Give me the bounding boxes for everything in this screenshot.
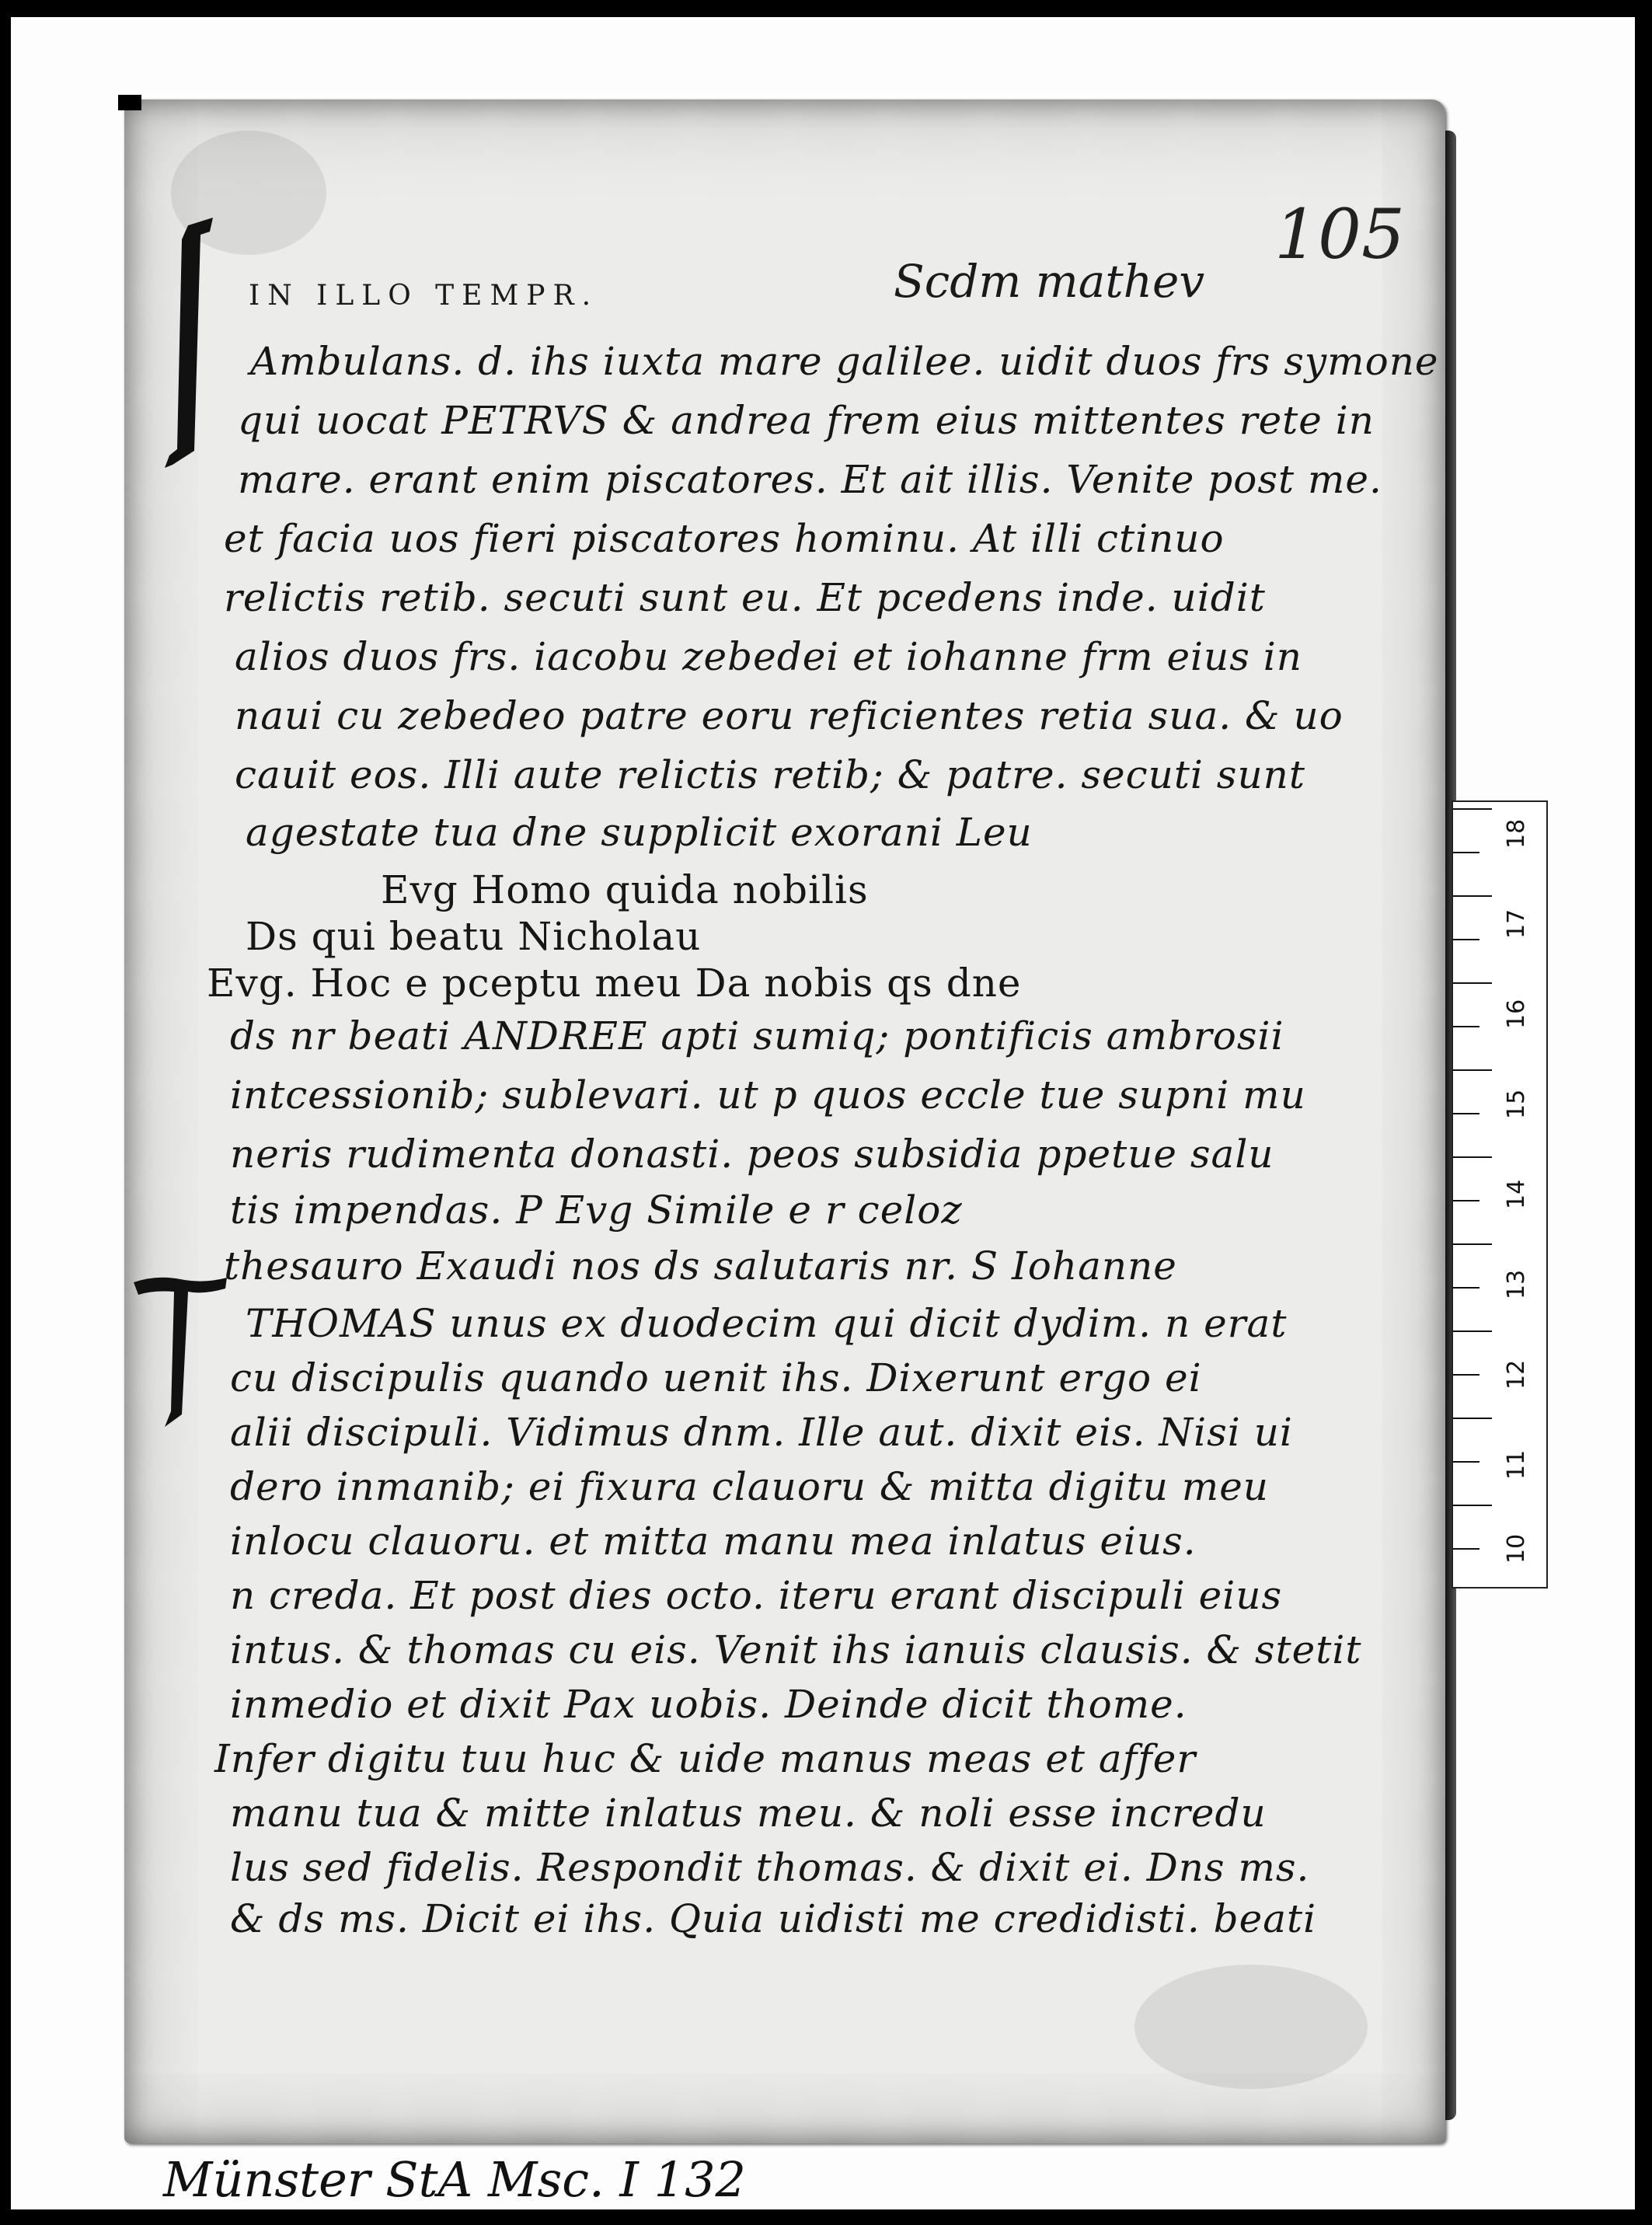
text-line: dero inmanib; ei fixura clauoru & mitta digitu meu <box>230 1464 1270 1509</box>
ruler-tick <box>1453 1287 1479 1289</box>
text-line: tis impendas. P Evg Simile e r celoz <box>230 1187 963 1233</box>
ruler-tick <box>1453 1505 1492 1506</box>
text-line: inmedio et dixit Pax uobis. Deinde dicit thome. <box>230 1682 1187 1727</box>
text-line: Evg. Hoc e pceptu meu Da nobis qs dne <box>207 961 1022 1006</box>
text-line: ds nr beati ANDREE apti sumiq; pontificis ambrosii <box>230 1013 1284 1058</box>
text-line: lus sed fidelis. Respondit thomas. & dixit ei. Dns ms. <box>230 1845 1310 1890</box>
text-line: et facia uos fieri piscatores hominu. At illi ctinuo <box>224 516 1225 561</box>
ruler-tick <box>1453 1548 1479 1550</box>
ruler-tick <box>1453 1026 1479 1027</box>
foliation-number: 105 <box>1274 194 1405 274</box>
text-line: naui cu zebedeo patre eoru reficientes retia sua. & uo <box>235 693 1344 738</box>
measuring-ruler <box>1452 800 1548 1589</box>
ruler-label: 17 <box>1503 908 1530 939</box>
ruler-label: 18 <box>1503 818 1530 849</box>
text-line: Evg Homo quida nobilis <box>381 867 869 912</box>
text-line: alios duos frs. iacobu zebedei et iohanne frm eius in <box>235 634 1302 679</box>
text-line: agestate tua dne supplicit exorani Leu <box>246 810 1033 855</box>
decorated-initial-i <box>165 218 219 474</box>
ruler-tick <box>1453 1418 1492 1419</box>
incipit-heading: IN ILLO TEMPR. <box>249 280 599 312</box>
text-line: Infer digitu tuu huc & uide manus meas et affer <box>214 1736 1197 1781</box>
ruler-label: 11 <box>1503 1449 1530 1480</box>
text-line: Ds qui beatu Nicholau <box>246 914 702 959</box>
ruler-tick <box>1453 939 1479 940</box>
ruler-label: 12 <box>1503 1359 1530 1390</box>
ruler-tick <box>1453 1243 1492 1245</box>
text-line: manu tua & mitte inlatus meu. & noli esse incredu <box>230 1791 1267 1836</box>
ruler-tick <box>1453 1156 1492 1158</box>
ruler-tick <box>1453 808 1492 810</box>
text-line: Ambulans. d. ihs iuxta mare galilee. uidit duos frs symone <box>250 339 1439 384</box>
ruler-tick <box>1453 1200 1479 1201</box>
text-line: relictis retib. secuti sunt eu. Et pcedens inde. uidit <box>224 575 1266 620</box>
gospel-title: Scdm mathev <box>894 255 1205 308</box>
ruler-tick <box>1453 852 1479 853</box>
ruler-tick <box>1453 895 1492 897</box>
shelfmark-caption: Münster StA Msc. I 132 <box>163 2151 746 2208</box>
ruler-label: 13 <box>1503 1269 1530 1299</box>
ruler-tick <box>1453 982 1492 984</box>
text-line: intus. & thomas cu eis. Venit ihs ianuis clausis. & stetit <box>230 1627 1362 1672</box>
ruler-label: 16 <box>1503 999 1530 1029</box>
text-line: THOMAS unus ex duodecim qui dicit dydim. n erat <box>246 1301 1288 1346</box>
ruler-label: 10 <box>1503 1533 1530 1564</box>
ruler-tick <box>1453 1069 1492 1071</box>
text-line: inlocu clauoru. et mitta manu mea inlatus eius. <box>230 1519 1197 1564</box>
text-line: n creda. Et post dies octo. iteru erant discipuli eius <box>230 1573 1283 1618</box>
ruler-label: 14 <box>1503 1179 1530 1209</box>
ruler-label: 15 <box>1503 1089 1530 1119</box>
text-line: cu discipulis quando uenit ihs. Dixerunt ergo ei <box>230 1355 1202 1400</box>
page-stain <box>1134 1965 1368 2089</box>
text-line: mare. erant enim piscatores. Et ait illis. Venite post me. <box>238 457 1382 502</box>
text-line: alii discipuli. Vidimus dnm. Ille aut. dixit eis. Nisi ui <box>230 1410 1293 1455</box>
text-line: neris rudimenta donasti. peos subsidia ppetue salu <box>230 1132 1274 1177</box>
text-line: cauit eos. Illi aute relictis retib; & patre. secuti sunt <box>235 752 1305 797</box>
ruler-tick <box>1453 1374 1479 1376</box>
ruler-tick <box>1453 1113 1479 1114</box>
ruler-tick <box>1453 1330 1492 1332</box>
ruler-tick <box>1453 1461 1479 1463</box>
text-line: qui uocat PETRVS & andrea frem eius mittentes rete in <box>238 398 1375 443</box>
text-line: intcessionib; sublevari. ut p quos eccle tue supni mu <box>230 1072 1306 1118</box>
decorated-initial-t <box>134 1275 227 1430</box>
text-line: & ds ms. Dicit ei ihs. Quia uidisti me credidisti. beati <box>230 1896 1317 1941</box>
text-line: thesauro Exaudi nos ds salutaris nr. S Iohanne <box>224 1243 1177 1289</box>
